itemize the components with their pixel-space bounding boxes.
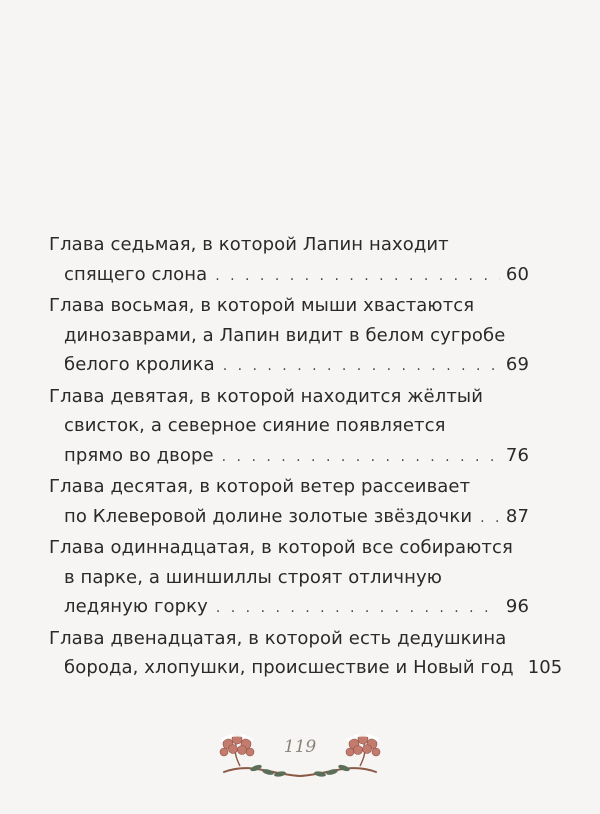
toc-entry xyxy=(49,624,563,685)
toc-entry-last-line xyxy=(49,350,529,382)
dot-leader xyxy=(223,352,500,382)
dot-leader xyxy=(216,594,500,624)
toc-entry-line: спящего слона xyxy=(64,263,208,285)
toc-page-number: 105 xyxy=(527,657,563,678)
toc-entry-line: по Клеверовой долине золотые звёздочки xyxy=(64,505,473,527)
toc-entry-last-line xyxy=(49,260,529,292)
toc-page-number: 60 xyxy=(505,263,529,285)
toc-entry-line: белого кролика xyxy=(64,354,215,375)
toc-entry-line: ледяную горку xyxy=(64,596,208,617)
toc-entry-last-line xyxy=(49,653,563,685)
toc-entry-line: Глава одиннадцатая, в которой все собираются xyxy=(49,537,513,558)
toc-entry-line: Глава седьмая, в которой Лапин находит xyxy=(49,234,449,255)
dot-leader xyxy=(480,504,500,534)
toc-page-number: 87 xyxy=(505,505,529,527)
toc-entry xyxy=(49,382,529,473)
toc-entry xyxy=(49,230,529,291)
toc-entry-last-line xyxy=(49,502,529,534)
toc-entry-line: в парке, а шиншиллы строят отличную xyxy=(64,566,443,588)
toc-entry-last-line xyxy=(49,592,529,624)
toc-entry-line: Глава восьмая, в которой мыши хвастаются xyxy=(49,295,475,316)
toc-entry-line: динозаврами, а Лапин видит в белом сугробе xyxy=(64,324,506,346)
toc-entry xyxy=(49,291,529,382)
toc-entry-line: прямо во дворе xyxy=(64,444,214,466)
toc-page-number: 96 xyxy=(505,596,529,617)
toc-entry-line: Глава двенадцатая, в которой есть дедушкина xyxy=(49,627,507,649)
toc-entry-line: свисток, а северное сияние появляется xyxy=(64,415,446,436)
toc-entry xyxy=(49,533,529,624)
toc-page-number: 69 xyxy=(505,354,529,375)
toc-entry-last-line xyxy=(49,441,529,473)
dot-leader xyxy=(222,443,500,473)
toc-entry-line: Глава девятая, в которой находится жёлтый xyxy=(49,385,484,407)
page-number: 119 xyxy=(283,737,317,757)
dot-leader xyxy=(215,262,500,292)
toc-entry-line: Глава десятая, в которой ветер рассеивает xyxy=(49,476,471,497)
table-of-contents xyxy=(49,230,563,685)
toc-entry xyxy=(49,472,529,533)
toc-page-number: 76 xyxy=(505,444,529,466)
toc-entry-line: борода, хлопушки, происшествие и Новый год xyxy=(64,657,514,678)
